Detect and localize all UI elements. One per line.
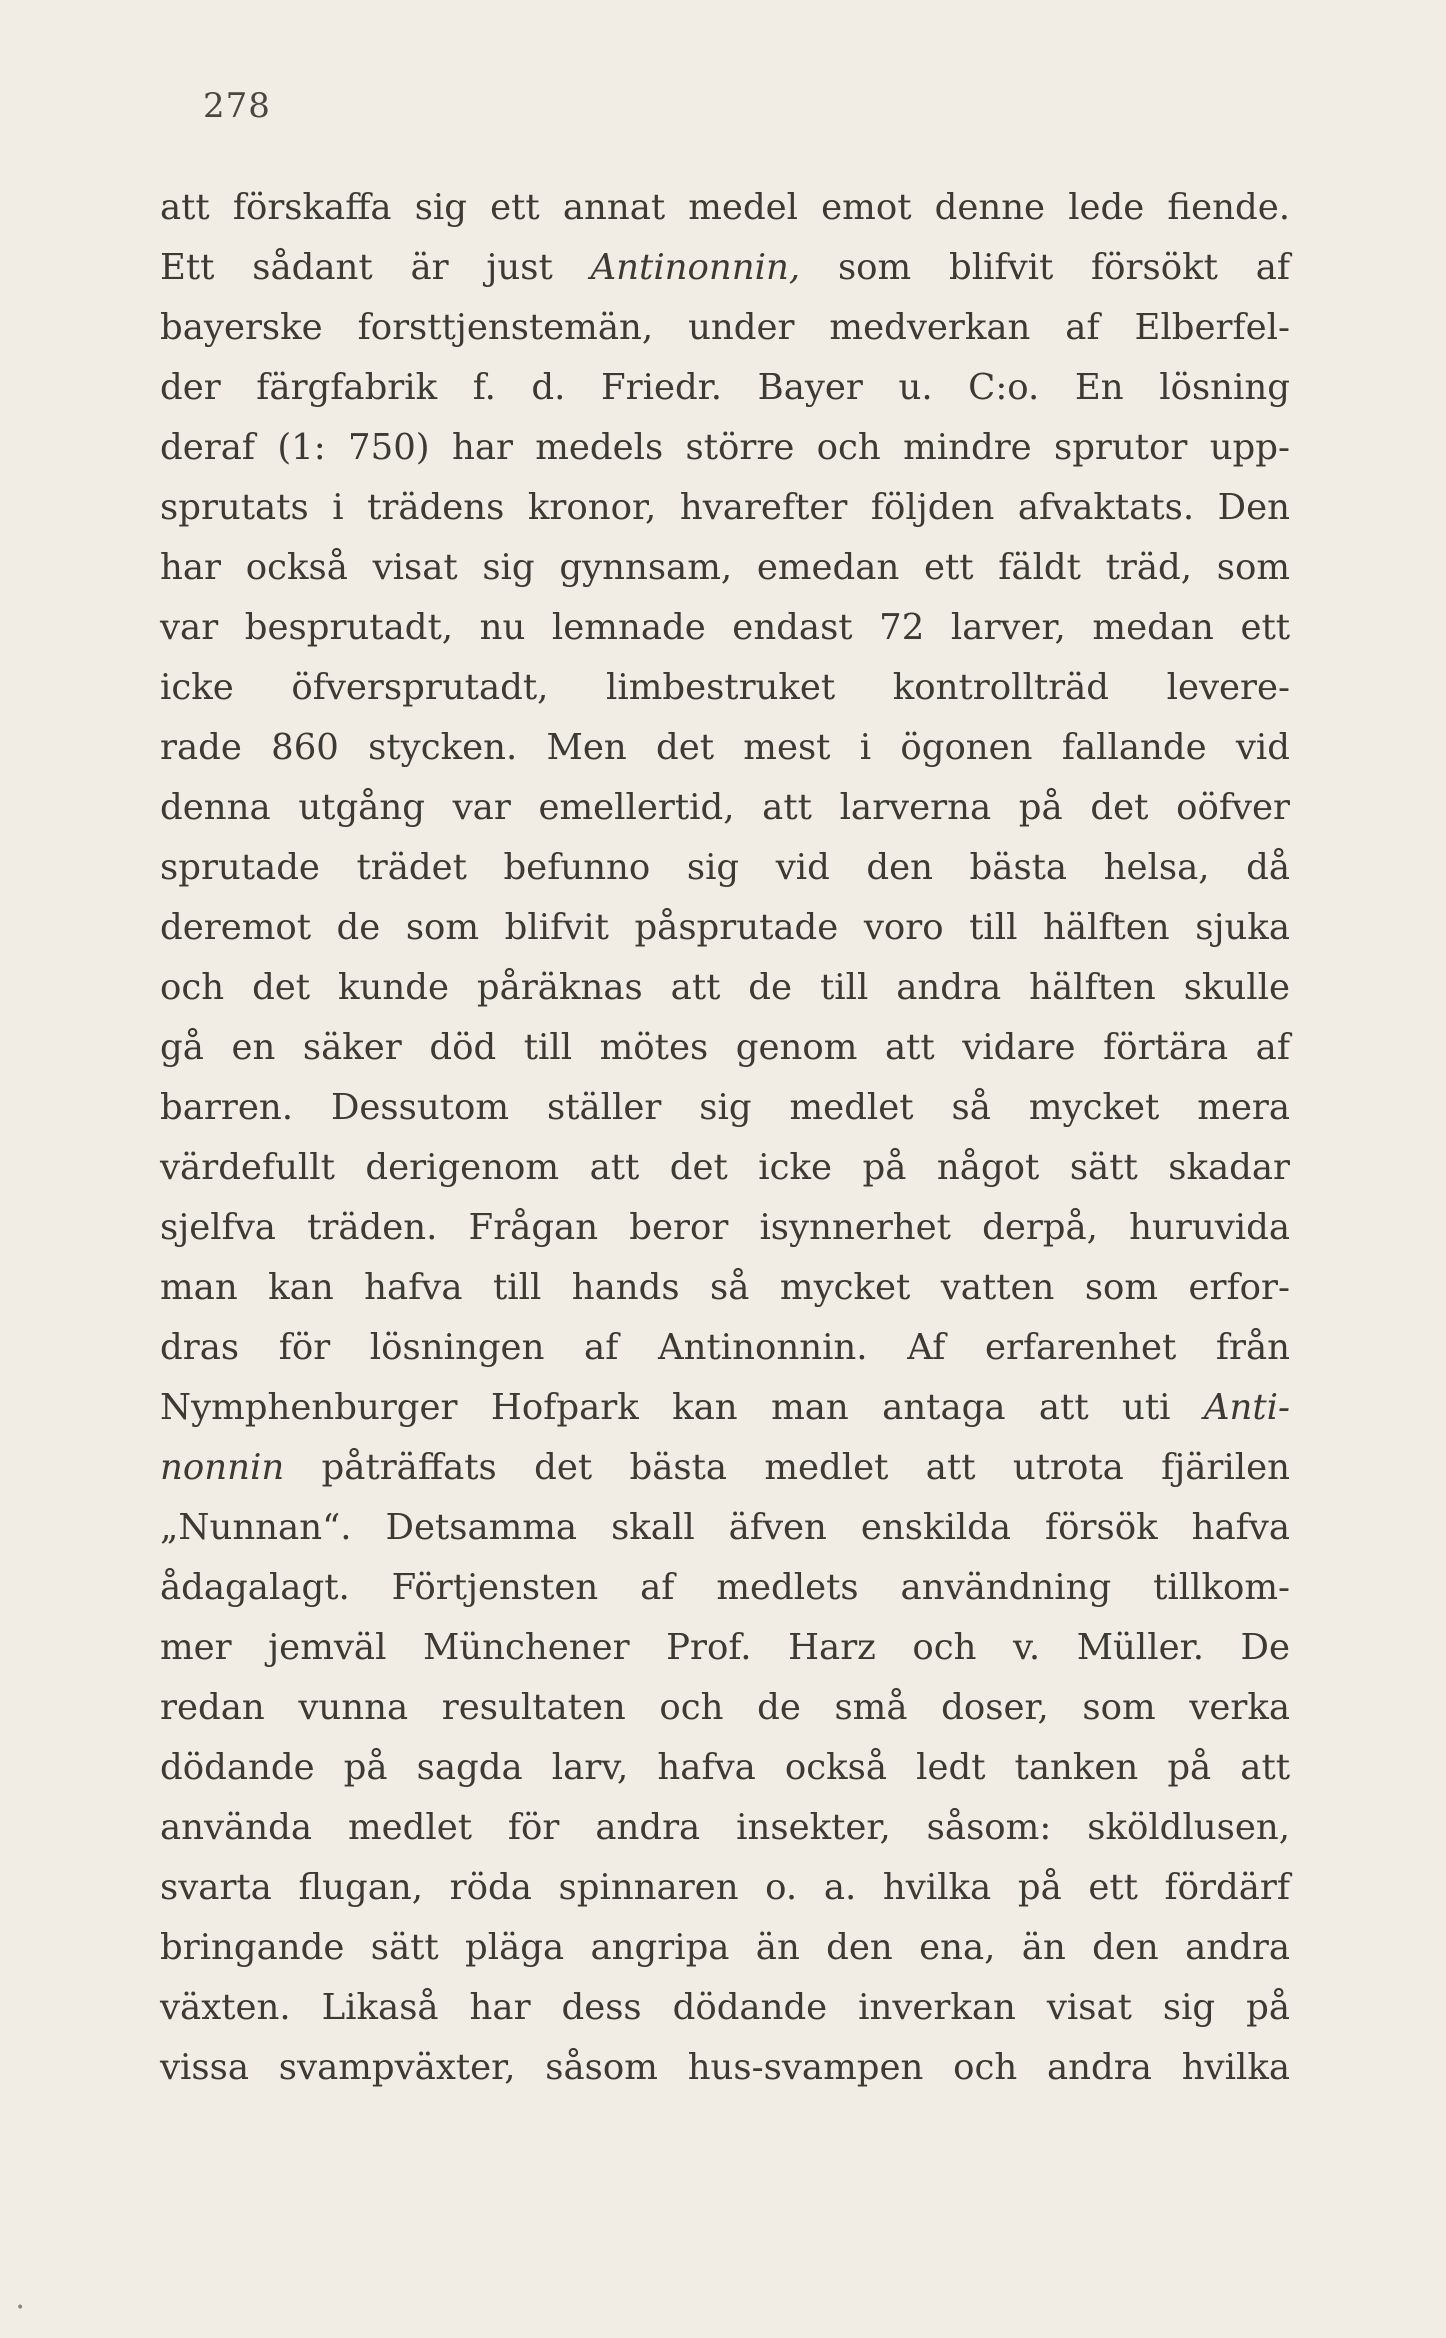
text-line-segment: deraf (1: 750) har medels större och mindre sprutor upp- bbox=[160, 427, 1290, 468]
text-line bbox=[160, 298, 1290, 358]
corner-mark: • bbox=[16, 2300, 25, 2316]
text-line bbox=[160, 598, 1290, 658]
text-line-segment: sprutade trädet befunno sig vid den bästa helsa, då bbox=[160, 847, 1290, 888]
text-line-segment: gå en säker död till mötes genom att vidare förtära af bbox=[160, 1027, 1290, 1068]
text-line bbox=[160, 2038, 1290, 2098]
text-line bbox=[160, 1678, 1290, 1738]
text-line-segment: påträffats det bästa medlet att utrota fjärilen bbox=[284, 1447, 1290, 1488]
text-line-segment: sjelfva träden. Frågan beror isynnerhet derpå, huruvida bbox=[160, 1207, 1290, 1248]
text-line-segment: dras för lösningen af Antinonnin. Af erfarenhet från bbox=[160, 1327, 1290, 1368]
text-line bbox=[160, 898, 1290, 958]
text-line bbox=[160, 1378, 1290, 1438]
text-line-segment: Ett sådant är just bbox=[160, 247, 591, 288]
text-line-segment: denna utgång var emellertid, att larverna på det oöfver bbox=[160, 787, 1290, 828]
text-line-segment: der färgfabrik f. d. Friedr. Bayer u. C:o. En lösning bbox=[160, 367, 1290, 408]
text-line bbox=[160, 1438, 1290, 1498]
text-line bbox=[160, 238, 1290, 298]
text-line-segment: har också visat sig gynnsam, emedan ett fäldt träd, som bbox=[160, 547, 1290, 588]
text-line bbox=[160, 1318, 1290, 1378]
text-line-segment: Nymphenburger Hofpark kan man antaga att uti bbox=[160, 1387, 1204, 1428]
text-line-segment: värdefullt derigenom att det icke på något sätt skadar bbox=[160, 1147, 1290, 1188]
text-line bbox=[160, 1738, 1290, 1798]
text-line-segment: bringande sätt pläga angripa än den ena, än den andra bbox=[160, 1927, 1290, 1968]
text-line bbox=[160, 538, 1290, 598]
italic-term: Anti- bbox=[1203, 1387, 1290, 1428]
text-line-segment: växten. Likaså har dess dödande inverkan visat sig på bbox=[160, 1987, 1290, 2028]
text-line-segment: redan vunna resultaten och de små doser, som verka bbox=[160, 1687, 1290, 1728]
text-line bbox=[160, 1978, 1290, 2038]
text-line bbox=[160, 838, 1290, 898]
body-text bbox=[160, 178, 1290, 2098]
text-line bbox=[160, 358, 1290, 418]
text-line-segment: ådagalagt. Förtjensten af medlets användning tillkom- bbox=[160, 1567, 1290, 1608]
text-line-segment: som blifvit försökt af bbox=[800, 247, 1290, 288]
text-line bbox=[160, 1558, 1290, 1618]
text-line bbox=[160, 958, 1290, 1018]
text-line-segment: sprutats i trädens kronor, hvarefter följden afvaktats. Den bbox=[160, 487, 1290, 528]
text-line-segment: använda medlet för andra insekter, såsom: sköldlusen, bbox=[160, 1807, 1290, 1848]
text-line-segment: barren. Dessutom ställer sig medlet så mycket mera bbox=[160, 1087, 1290, 1128]
text-line bbox=[160, 478, 1290, 538]
text-line bbox=[160, 178, 1290, 238]
text-line bbox=[160, 718, 1290, 778]
text-line bbox=[160, 658, 1290, 718]
page-number: 278 bbox=[203, 86, 271, 126]
text-line bbox=[160, 1798, 1290, 1858]
text-line-segment: och det kunde påräknas att de till andra hälften skulle bbox=[160, 967, 1290, 1008]
italic-term: Antinonnin, bbox=[590, 247, 801, 288]
text-line-segment: mer jemväl Münchener Prof. Harz och v. Müller. De bbox=[160, 1627, 1290, 1668]
text-line bbox=[160, 418, 1290, 478]
text-line-segment: icke öfversprutadt, limbestruket kontrollträd levere- bbox=[160, 667, 1290, 708]
text-line-segment: var besprutadt, nu lemnade endast 72 larver, medan ett bbox=[160, 607, 1290, 648]
text-line-segment: svarta flugan, röda spinnaren o. a. hvilka på ett fördärf bbox=[160, 1867, 1290, 1908]
text-line-segment: vissa svampväxter, såsom hus-svampen och andra hvilka bbox=[160, 2047, 1290, 2088]
text-line bbox=[160, 1078, 1290, 1138]
text-line-segment: dödande på sagda larv, hafva också ledt tanken på att bbox=[160, 1747, 1290, 1788]
text-line-segment: att förskaffa sig ett annat medel emot denne lede fiende. bbox=[160, 187, 1290, 228]
text-line bbox=[160, 1498, 1290, 1558]
text-line-segment: rade 860 stycken. Men det mest i ögonen fallande vid bbox=[160, 727, 1290, 768]
text-line-segment: bayerske forsttjenstemän, under medverkan af Elberfel- bbox=[160, 307, 1290, 348]
text-line bbox=[160, 1018, 1290, 1078]
text-line bbox=[160, 1918, 1290, 1978]
text-line-segment: deremot de som blifvit påsprutade voro till hälften sjuka bbox=[160, 907, 1290, 948]
text-line bbox=[160, 1858, 1290, 1918]
text-line bbox=[160, 778, 1290, 838]
italic-term: nonnin bbox=[160, 1447, 285, 1488]
text-line bbox=[160, 1198, 1290, 1258]
text-line bbox=[160, 1258, 1290, 1318]
text-line-segment: man kan hafva till hands så mycket vatten som erfor- bbox=[160, 1267, 1290, 1308]
text-line bbox=[160, 1618, 1290, 1678]
text-line bbox=[160, 1138, 1290, 1198]
text-line-segment: „Nunnan“. Detsamma skall äfven enskilda försök hafva bbox=[160, 1507, 1290, 1548]
